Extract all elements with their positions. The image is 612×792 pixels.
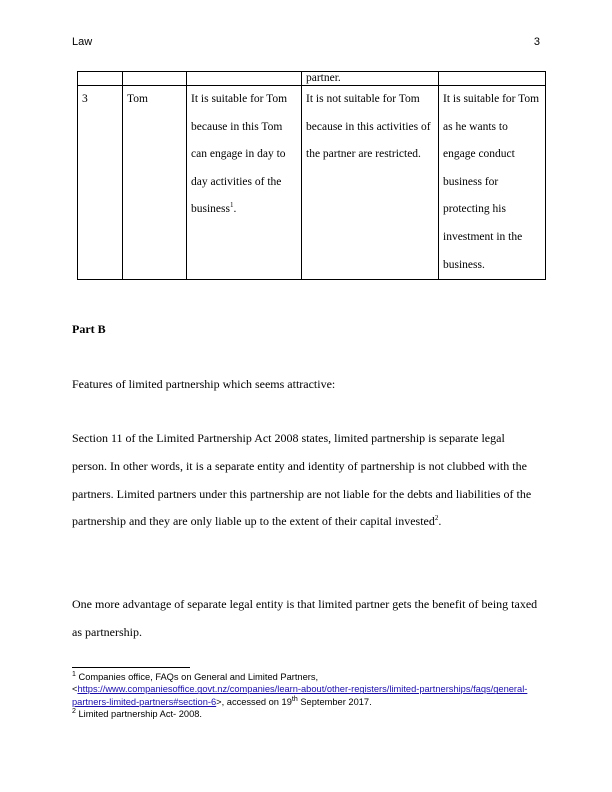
footnote-ref[interactable]: 1 — [229, 201, 234, 210]
table-cell: It is not suitable for Tom because in this activities of the partner are restricted. — [302, 86, 439, 280]
row-number: 3 — [78, 86, 123, 280]
footnote-number: 2 — [72, 707, 76, 715]
paragraph-text: Section 11 of the Limited Partnership Act 2008 states, limited partnership is separate legal person. In other words, it is a separate entity and identity of partnership is not clubbed with the partners. Limited partners under this partnership are not liable for the debts and liabilities of the partnership and they are only liable up to the extent of their capital invested — [72, 431, 532, 529]
paragraph-text-end: . — [438, 514, 442, 529]
paragraph — [72, 425, 542, 536]
running-header: Law — [72, 36, 93, 48]
comparison-table — [77, 71, 546, 280]
footnote — [72, 671, 544, 708]
ordinal-suffix: th — [291, 695, 298, 703]
row-name: Tom — [123, 86, 187, 280]
cell-text: It is suitable for Tom because in this Tom can engage in day to day activities of the business — [191, 93, 288, 216]
table-cell — [439, 72, 546, 86]
footnote-separator — [72, 667, 190, 668]
page-number: 3 — [533, 36, 540, 48]
table-cell — [78, 72, 123, 86]
footnote-number: 1 — [72, 670, 76, 678]
table-cell — [187, 72, 302, 86]
paragraph: Features of limited partnership which seems attractive: — [72, 377, 336, 391]
table-cell: It is suitable for Tom as he wants to engage conduct business for protecting his investment in the business. — [439, 86, 546, 280]
footnote-text: Limited partnership Act- 2008. — [75, 709, 202, 719]
table-cell — [123, 72, 187, 86]
footnote — [72, 708, 544, 720]
footnote-link[interactable]: https://www.companiesoffice.govt.nz/companies/learn-about/other-registers/limited-partnerships/faqs/general-partners-limited-partners#section-6 — [72, 684, 528, 707]
footnote-text: September 2017. — [297, 696, 372, 707]
section-heading: Part B — [72, 322, 106, 336]
paragraph: One more advantage of separate legal entity is that limited partner gets the benefit of being taxed as partnership. — [72, 597, 538, 639]
table-row — [78, 72, 546, 86]
cell-text-end: . — [233, 203, 237, 216]
footnote-ref[interactable]: 2 — [434, 514, 439, 523]
table-row — [78, 86, 546, 280]
table-cell — [187, 86, 302, 280]
table-cell: partner. — [302, 72, 439, 86]
footnote-text: >, accessed on 19 — [216, 696, 292, 707]
footnote-text: Companies office, FAQs on General and Limited Partners, < — [72, 672, 319, 695]
